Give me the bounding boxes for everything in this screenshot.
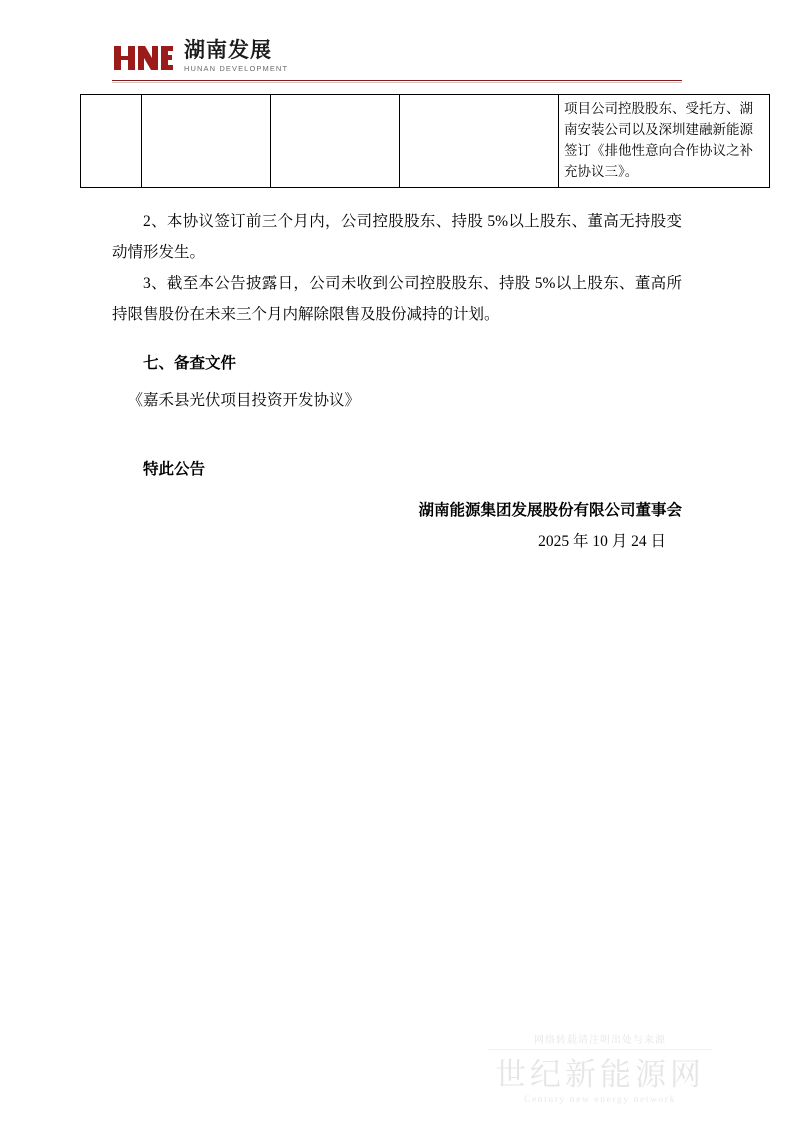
- header-rule-red: [112, 80, 682, 81]
- watermark-site-en: Century new energy network: [524, 1095, 676, 1105]
- table-row: [81, 95, 770, 188]
- table-cell-col3: [271, 95, 400, 188]
- watermark: [450, 1031, 750, 1105]
- table-cell-col2: [142, 95, 271, 188]
- agreement-table: [80, 94, 770, 188]
- paragraph-item-3: 3、截至本公告披露日，公司未收到公司控股股东、持股 5%以上股东、董高所持限售股份在未来三个月内解除限售及股份减持的计划。: [112, 275, 682, 323]
- hne-monogram-icon: [112, 43, 174, 73]
- signature-company: 湖南能源集团发展股份有限公司董事会: [418, 501, 682, 519]
- logo-text: [184, 40, 288, 73]
- header-rule-grey: [112, 82, 682, 83]
- watermark-site-cn: 世纪新能源网: [495, 1056, 705, 1093]
- section-heading-seven: 七、备查文件: [143, 354, 237, 372]
- table-cell-col5: 项目公司控股股东、受托方、湖南安装公司以及深圳建融新能源签订《排他性意向合作协议之补充协议三》。: [559, 95, 770, 188]
- table-cell-col1: [81, 95, 142, 188]
- logo-company-en: HUNAN DEVELOPMENT: [184, 64, 289, 73]
- document-body: [112, 206, 682, 557]
- hereby-announce: 特此公告: [143, 460, 206, 478]
- logo-lockup: [112, 40, 682, 73]
- logo-company-cn: 湖南发展: [184, 38, 272, 62]
- reference-document-item: 《嘉禾县光伏项目投资开发协议》: [127, 392, 361, 409]
- paragraph-item-2: 2、本协议签订前三个月内，公司控股股东、持股 5%以上股东、董高无持股变动情形发生。: [112, 213, 682, 261]
- watermark-faint-line: 网络转载请注明出处与来源: [488, 1031, 712, 1050]
- signature-date: 2025 年 10 月 24 日: [538, 533, 666, 550]
- document-header: [112, 40, 682, 82]
- table-cell-col4: [400, 95, 559, 188]
